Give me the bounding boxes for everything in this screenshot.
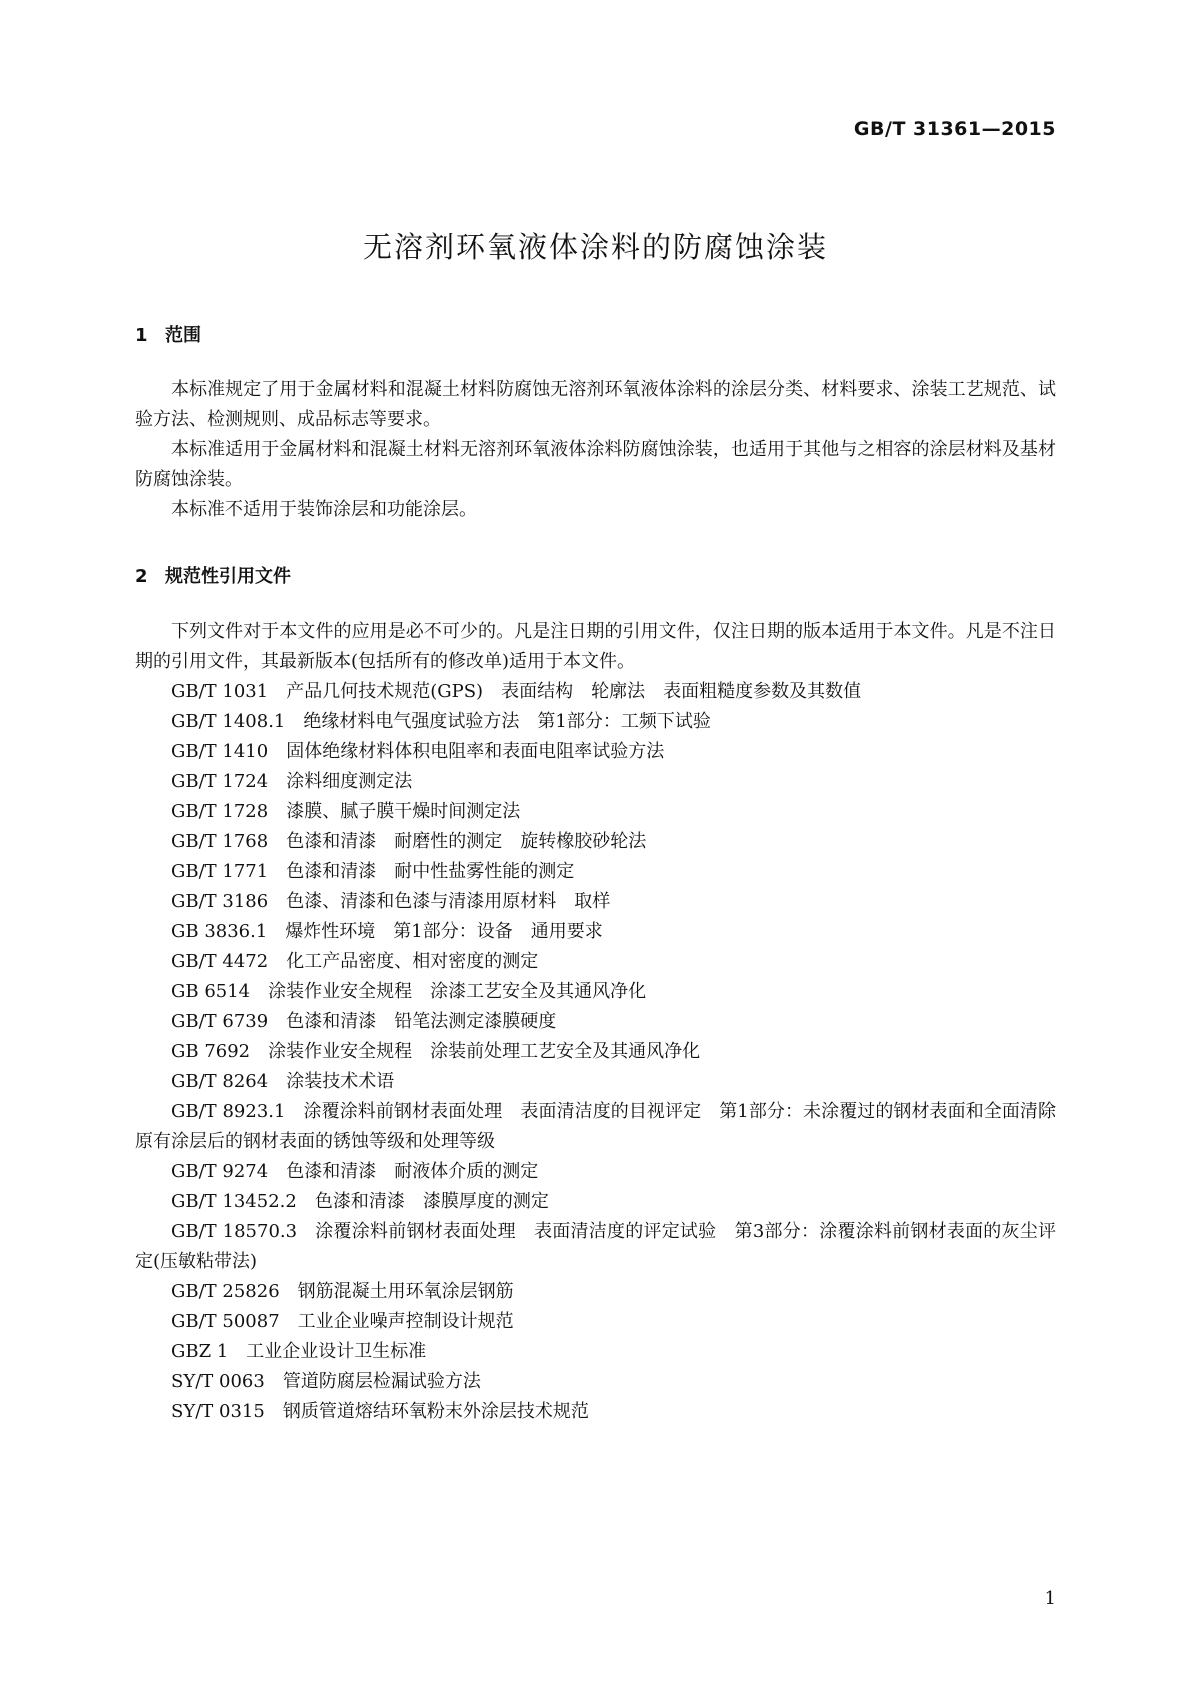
reference-code: GB/T 1408.1: [171, 711, 286, 732]
reference-code: GB/T 3186: [171, 891, 269, 912]
reference-title: 色漆、清漆和色漆与清漆用原材料 取样: [286, 891, 611, 912]
reference-title: 色漆和清漆 耐中性盐雾性能的测定: [286, 861, 575, 882]
reference-item: [135, 887, 1056, 917]
reference-code: GB 6514: [171, 981, 251, 1002]
reference-title: 色漆和清漆 耐液体介质的测定: [286, 1161, 539, 1182]
reference-title: 漆膜、腻子膜干燥时间测定法: [286, 801, 521, 822]
reference-code: GB/T 1771: [171, 861, 269, 882]
page-number: 1: [1044, 1588, 1056, 1609]
reference-code: GB 7692: [171, 1041, 251, 1062]
reference-code: SY/T 0063: [171, 1371, 265, 1392]
reference-code: GB/T 8264: [171, 1071, 269, 1092]
section-1-body: [135, 375, 1056, 525]
paragraph: 本标准不适用于装饰涂层和功能涂层。: [171, 499, 477, 520]
reference-item: [135, 977, 1056, 1007]
reference-title: 工业企业设计卫生标准: [246, 1341, 427, 1362]
reference-item: [135, 1097, 1056, 1157]
reference-title: 爆炸性环境 第1部分：设备 通用要求: [285, 921, 603, 942]
reference-item: [135, 827, 1056, 857]
reference-code: GB/T 13452.2: [171, 1191, 297, 1212]
section-1-heading: [135, 321, 201, 347]
reference-code: SY/T 0315: [171, 1401, 265, 1422]
section-number: 2: [135, 566, 148, 587]
reference-code: GB/T 6739: [171, 1011, 269, 1032]
section-2-heading: [135, 562, 291, 588]
reference-item: [135, 1157, 1056, 1187]
reference-item: [135, 737, 1056, 767]
reference-list: [135, 677, 1056, 1427]
reference-title: 绝缘材料电气强度试验方法 第1部分：工频下试验: [303, 711, 711, 732]
reference-code: GB/T 1728: [171, 801, 269, 822]
reference-item: [135, 797, 1056, 827]
reference-title: 色漆和清漆 耐磨性的测定 旋转橡胶砂轮法: [286, 831, 647, 852]
reference-item: [135, 1067, 1056, 1097]
reference-code: GB/T 25826: [171, 1281, 280, 1302]
reference-code: GB/T 1410: [171, 741, 269, 762]
intro-paragraph: 下列文件对于本文件的应用是必不可少的。凡是注日期的引用文件，仅注日期的版本适用于本文件。凡是不注日期的引用文件，其最新版本(包括所有的修改单)适用于本文件。: [135, 621, 1056, 672]
reference-item: [135, 947, 1056, 977]
reference-code: GBZ 1: [171, 1341, 229, 1362]
reference-item: [135, 707, 1056, 737]
reference-title: 色漆和清漆 铅笔法测定漆膜硬度: [286, 1011, 557, 1032]
reference-item: [135, 1397, 1056, 1427]
reference-title: 管道防腐层检漏试验方法: [282, 1371, 481, 1392]
reference-code: GB/T 9274: [171, 1161, 269, 1182]
reference-title: 产品几何技术规范(GPS) 表面结构 轮廓法 表面粗糙度参数及其数值: [286, 681, 862, 702]
standard-number: GB/T 31361—2015: [853, 118, 1056, 140]
paragraph: 本标准规定了用于金属材料和混凝土材料防腐蚀无溶剂环氧液体涂料的涂层分类、材料要求、涂装工艺规范、试验方法、检测规则、成品标志等要求。: [135, 379, 1056, 430]
reference-code: GB/T 1724: [171, 771, 269, 792]
reference-item: [135, 1307, 1056, 1337]
reference-item: [135, 1007, 1056, 1037]
reference-code: GB/T 8923.1: [171, 1101, 286, 1122]
reference-title: 固体绝缘材料体积电阻率和表面电阻率试验方法: [286, 741, 665, 762]
section-2-body: [135, 617, 1056, 1427]
section-title: 范围: [165, 325, 201, 346]
reference-item: [135, 1217, 1056, 1277]
reference-item: [135, 1277, 1056, 1307]
reference-title: 化工产品密度、相对密度的测定: [286, 951, 539, 972]
reference-title: 钢筋混凝土用环氧涂层钢筋: [297, 1281, 514, 1302]
reference-title: 工业企业噪声控制设计规范: [297, 1311, 514, 1332]
reference-code: GB/T 1768: [171, 831, 269, 852]
reference-item: [135, 767, 1056, 797]
reference-title: 色漆和清漆 漆膜厚度的测定: [314, 1191, 549, 1212]
document-title: 无溶剂环氧液体涂料的防腐蚀涂装: [362, 230, 828, 264]
reference-title: 涂覆涂料前钢材表面处理 表面清洁度的评定试验 第3部分：涂覆涂料前钢材表面的灰尘评定(压敏粘带法): [135, 1221, 1056, 1272]
reference-item: [135, 677, 1056, 707]
reference-title: 钢质管道熔结环氧粉末外涂层技术规范: [282, 1401, 589, 1422]
reference-item: [135, 1367, 1056, 1397]
reference-title: 涂装技术术语: [286, 1071, 395, 1092]
reference-item: [135, 857, 1056, 887]
reference-code: GB/T 18570.3: [171, 1221, 298, 1242]
reference-title: 涂料细度测定法: [286, 771, 413, 792]
paragraph: 本标准适用于金属材料和混凝土材料无溶剂环氧液体涂料防腐蚀涂装，也适用于其他与之相容的涂层材料及基材防腐蚀涂装。: [135, 439, 1056, 490]
section-title: 规范性引用文件: [165, 566, 291, 587]
reference-code: GB 3836.1: [171, 921, 268, 942]
reference-item: [135, 1037, 1056, 1067]
reference-code: GB/T 1031: [171, 681, 269, 702]
section-number: 1: [135, 325, 148, 346]
reference-title: 涂装作业安全规程 涂漆工艺安全及其通风净化: [268, 981, 647, 1002]
reference-title: 涂装作业安全规程 涂装前处理工艺安全及其通风净化: [268, 1041, 701, 1062]
reference-title: 涂覆涂料前钢材表面处理 表面清洁度的目视评定 第1部分：未涂覆过的钢材表面和全面清除原有涂层后的钢材表面的锈蚀等级和处理等级: [135, 1101, 1056, 1152]
reference-item: [135, 1187, 1056, 1217]
reference-code: GB/T 50087: [171, 1311, 280, 1332]
reference-item: [135, 917, 1056, 947]
reference-item: [135, 1337, 1056, 1367]
reference-code: GB/T 4472: [171, 951, 269, 972]
